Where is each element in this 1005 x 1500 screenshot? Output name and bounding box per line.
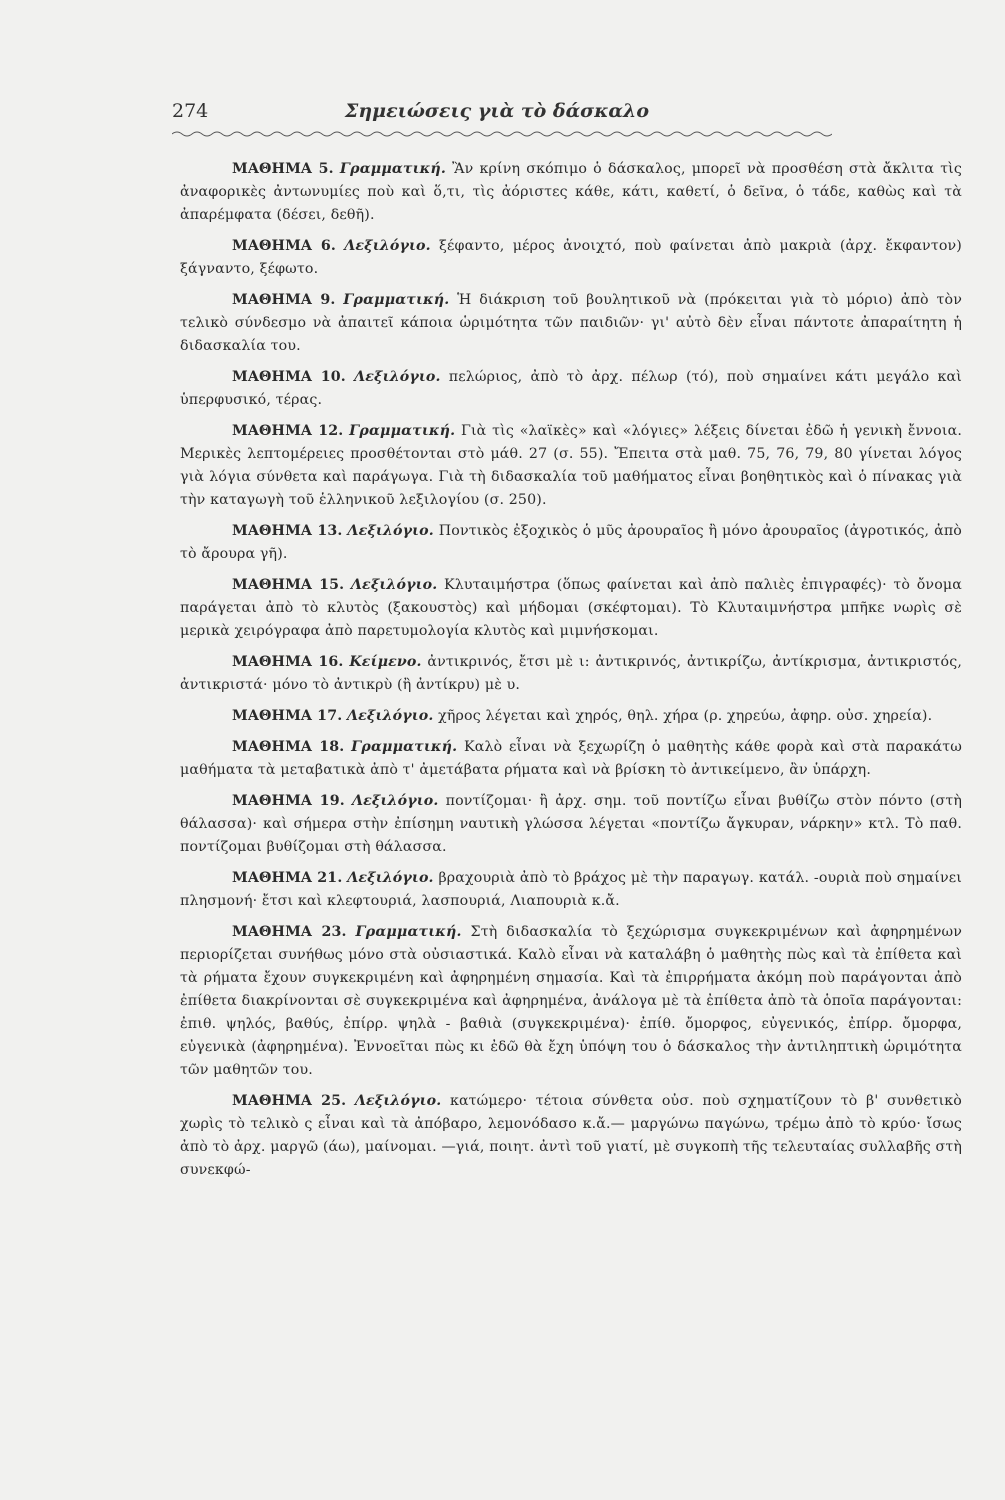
note-text: Ἡ διάκριση τοῦ βουλητικοῦ νὰ (πρόκειται γιὰ τὸ μόριο) ἀπὸ τὸν τελικὸ σύνδεσμο νὰ ἀπαιτεῖ κάποια ὡριμότητα τῶν παιδιῶν· γι' αὐτὸ δὲν εἶναι πάντοτε ἀπαραίτητη ἡ διδασκαλία του.	[180, 292, 962, 354]
note-lesson-6	[180, 235, 962, 281]
lesson-label: ΜΑΘΗΜΑ 6.	[232, 238, 336, 254]
page-header	[172, 98, 822, 128]
lesson-category: Λεξιλόγιο.	[354, 1093, 442, 1109]
lesson-label: ΜΑΘΗΜΑ 13.	[232, 523, 343, 539]
note-text: Στὴ διδασκαλία τὸ ξεχώρισμα συγκεκριμένων καὶ ἀφηρημένων περιορίζεται συνήθως μόνο στὰ οὐσιαστικά. Καλὸ εἶναι νὰ καταλάβη ὁ μαθητὴς πὼς καὶ τὰ ἐπίθετα καὶ τὰ ρήματα ἔχουν συγκεκριμένη καὶ ἀφηρημένη σημασία. Καὶ τὰ ἐπιρρήματα ἀκόμη ποὺ παράγονται ἀπὸ ἐπίθετα διακρίνονται σὲ συγκεκριμένα καὶ ἀφηρημένα, ἀνάλογα μὲ τὰ ἐπίθετα ἀπὸ τὰ ὁποῖα παράγονται: ἐπιθ. ψηλός, βαθύς, ἐπίρρ. ψηλὰ - βαθιὰ (συγκεκριμένα)· ἐπίθ. ὄμορφος, εὐγενικός, ἐπίρρ. ὄμορφα, εὐγενικὰ (ἀφηρημένα). Ἐννοεῖται πὼς κι ἐδῶ θὰ ἔχη ὑπόψη του ὁ δάσκαλος τὴν ἀντιληπτικὴ ὡριμότητα τῶν μαθητῶν του.	[180, 924, 962, 1078]
lesson-category: Λεξιλόγιο.	[347, 523, 434, 539]
lesson-category: Κείμενο.	[349, 654, 422, 670]
lesson-label: ΜΑΘΗΜΑ 23.	[232, 924, 347, 940]
note-lesson-17	[180, 705, 962, 728]
note-lesson-10	[180, 366, 962, 412]
note-text: χῆρος λέγεται καὶ χηρός, θηλ. χήρα (ρ. χηρεύω, ἀφηρ. οὐσ. χηρεία).	[438, 708, 933, 724]
lesson-category: Λεξιλόγιο.	[346, 708, 434, 724]
notes-body	[180, 158, 962, 1190]
lesson-category: Λεξιλόγιο.	[344, 238, 431, 254]
lesson-label: ΜΑΘΗΜΑ 19.	[232, 793, 345, 809]
lesson-category: Λεξιλόγιο.	[350, 577, 438, 593]
header-wavy-rule	[172, 130, 832, 138]
lesson-category: Γραμματική.	[339, 161, 446, 177]
note-lesson-21	[180, 867, 962, 913]
note-lesson-13	[180, 520, 962, 566]
note-text: πελώριος, ἀπὸ τὸ ἀρχ. πέλωρ (τό), ποὺ σημαίνει κάτι μεγάλο καὶ ὑπερφυσικό, τέρας.	[180, 369, 962, 408]
lesson-label: ΜΑΘΗΜΑ 17.	[232, 708, 343, 724]
lesson-label: ΜΑΘΗΜΑ 9.	[232, 292, 336, 308]
note-lesson-15	[180, 574, 962, 643]
lesson-label: ΜΑΘΗΜΑ 10.	[232, 369, 346, 385]
lesson-category: Γραμματική.	[343, 292, 450, 308]
note-text: βραχουριὰ ἀπὸ τὸ βράχος μὲ τὴν παραγωγ. κατάλ. -ουριὰ ποὺ σημαίνει πλησμονή· ἔτσι καὶ κλεφτουριά, λασπουριά, Λιαπουριὰ κ.ἄ.	[180, 870, 962, 909]
note-text: κατώμερο· τέτοια σύνθετα οὐσ. ποὺ σχηματίζουν τὸ β' συνθετικὸ χωρὶς τὸ τελικὸ ς εἶναι καὶ τὰ ἀπόβαρο, λεμονόδασο κ.ἄ.— μαργώνω παγώνω, τρέμω ἀπὸ τὸ κρύο· ἴσως ἀπὸ τὸ ἀρχ. μαργῶ (άω), μαίνομαι. —γιά, ποιητ. ἀντὶ τοῦ γιατί, μὲ συγκοπὴ τῆς τελευταίας συλλαβῆς στὴ συνεκφώ-	[180, 1093, 962, 1178]
lesson-label: ΜΑΘΗΜΑ 12.	[232, 423, 344, 439]
note-lesson-9	[180, 289, 962, 358]
note-lesson-12	[180, 420, 962, 512]
lesson-label: ΜΑΘΗΜΑ 16.	[232, 654, 344, 670]
note-text: Κλυταιμήστρα (ὅπως φαίνεται καὶ ἀπὸ παλιὲς ἐπιγραφές)· τὸ ὄνομα παράγεται ἀπὸ τὸ κλυτὸς (ξακουστὸς) καὶ μήδομαι (σκέφτομαι). Τὸ Κλυταιμνήστρα μπῆκε νωρὶς σὲ μερικὰ χειρόγραφα ἀπὸ παρετυμολογία κλυτὸς καὶ μιμνήσκομαι.	[180, 577, 962, 639]
note-lesson-18	[180, 736, 962, 782]
note-lesson-19	[180, 790, 962, 859]
lesson-label: ΜΑΘΗΜΑ 5.	[232, 161, 334, 177]
lesson-label: ΜΑΘΗΜΑ 25.	[232, 1093, 347, 1109]
note-text: Ἂν κρίνη σκόπιμο ὁ δάσκαλος, μπορεῖ νὰ προσθέση στὰ ἄκλιτα τὶς ἀναφορικὲς ἀντωνυμίες ποὺ καὶ ὅ,τι, τὶς ἀόριστες κάθε, κάτι, καθετί, ὁ δεῖνα, ὁ τάδε, καθὼς καὶ τὰ ἀπαρέμφατα (δέσει, δεθῆ).	[180, 161, 962, 223]
lesson-category: Λεξιλόγιο.	[347, 870, 434, 886]
lesson-category: Γραμματική.	[351, 739, 458, 755]
lesson-label: ΜΑΘΗΜΑ 15.	[232, 577, 345, 593]
note-lesson-25	[180, 1090, 962, 1182]
note-text: Ποντικὸς ἐξοχικὸς ὁ μῦς ἀρουραῖος ἢ μόνο ἀρουραῖος (ἀγροτικός, ἀπὸ τὸ ἄρουρα γῆ).	[180, 523, 962, 562]
page-number: 274	[172, 100, 209, 122]
running-title: Σημειώσεις γιὰ τὸ δάσκαλο	[344, 100, 650, 122]
note-text: ξέφαντο, μέρος ἀνοιχτό, ποὺ φαίνεται ἀπὸ μακριὰ (ἀρχ. ἔκφαντον) ξάγναντο, ξέφωτο.	[180, 238, 962, 277]
note-text: Καλὸ εἶναι νὰ ξεχωρίζη ὁ μαθητὴς κάθε φορὰ καὶ στὰ παρακάτω μαθήματα τὰ μεταβατικὰ ἀπὸ τ' ἀμετάβατα ρήματα καὶ νὰ βρίσκη τὸ ἀντικείμενο, ἂν ὑπάρχη.	[180, 739, 962, 778]
note-text: ἀντικρινός, ἔτσι μὲ ι: ἀντικρινός, ἀντικρίζω, ἀντίκρισμα, ἀντικριστός, ἀντικριστά· μόνο τὸ ἀντικρὺ (ἢ ἀντίκρυ) μὲ υ.	[180, 654, 962, 693]
note-text: ποντίζομαι· ἢ ἀρχ. σημ. τοῦ ποντίζω εἶναι βυθίζω στὸν πόντο (στὴ θάλασσα)· καὶ σήμερα στὴν ἐπίσημη ναυτικὴ γλώσσα λέγεται «ποντίζω ἄγκυραν, νάρκην» κτλ. Τὸ παθ. ποντίζομαι βυθίζομαι στὴ θάλασσα.	[180, 793, 962, 855]
note-lesson-23	[180, 921, 962, 1082]
lesson-category: Λεξιλόγιο.	[354, 369, 441, 385]
lesson-category: Γραμματική.	[355, 924, 462, 940]
note-lesson-16	[180, 651, 962, 697]
lesson-category: Λεξιλόγιο.	[351, 793, 439, 809]
lesson-label: ΜΑΘΗΜΑ 18.	[232, 739, 345, 755]
lesson-category: Γραμματική.	[349, 423, 456, 439]
note-lesson-5	[180, 158, 962, 227]
lesson-label: ΜΑΘΗΜΑ 21.	[232, 870, 343, 886]
note-text: Γιὰ τὶς «λαϊκὲς» καὶ «λόγιες» λέξεις δίνεται ἐδῶ ἡ γενικὴ ἔννοια. Μερικὲς λεπτομέρειες προσθέτονται στὸ μάθ. 27 (σ. 55). Ἔπειτα στὰ μαθ. 75, 76, 79, 80 γίνεται λόγος γιὰ λόγια σύνθετα καὶ παράγωγα. Γιὰ τὴ διδασκαλία τοῦ μαθήματος εἶναι βοηθητικὸς καὶ ὁ πίνακας γιὰ τὴν καταγωγὴ τοῦ ἑλληνικοῦ λεξιλογίου (σ. 250).	[180, 423, 962, 508]
